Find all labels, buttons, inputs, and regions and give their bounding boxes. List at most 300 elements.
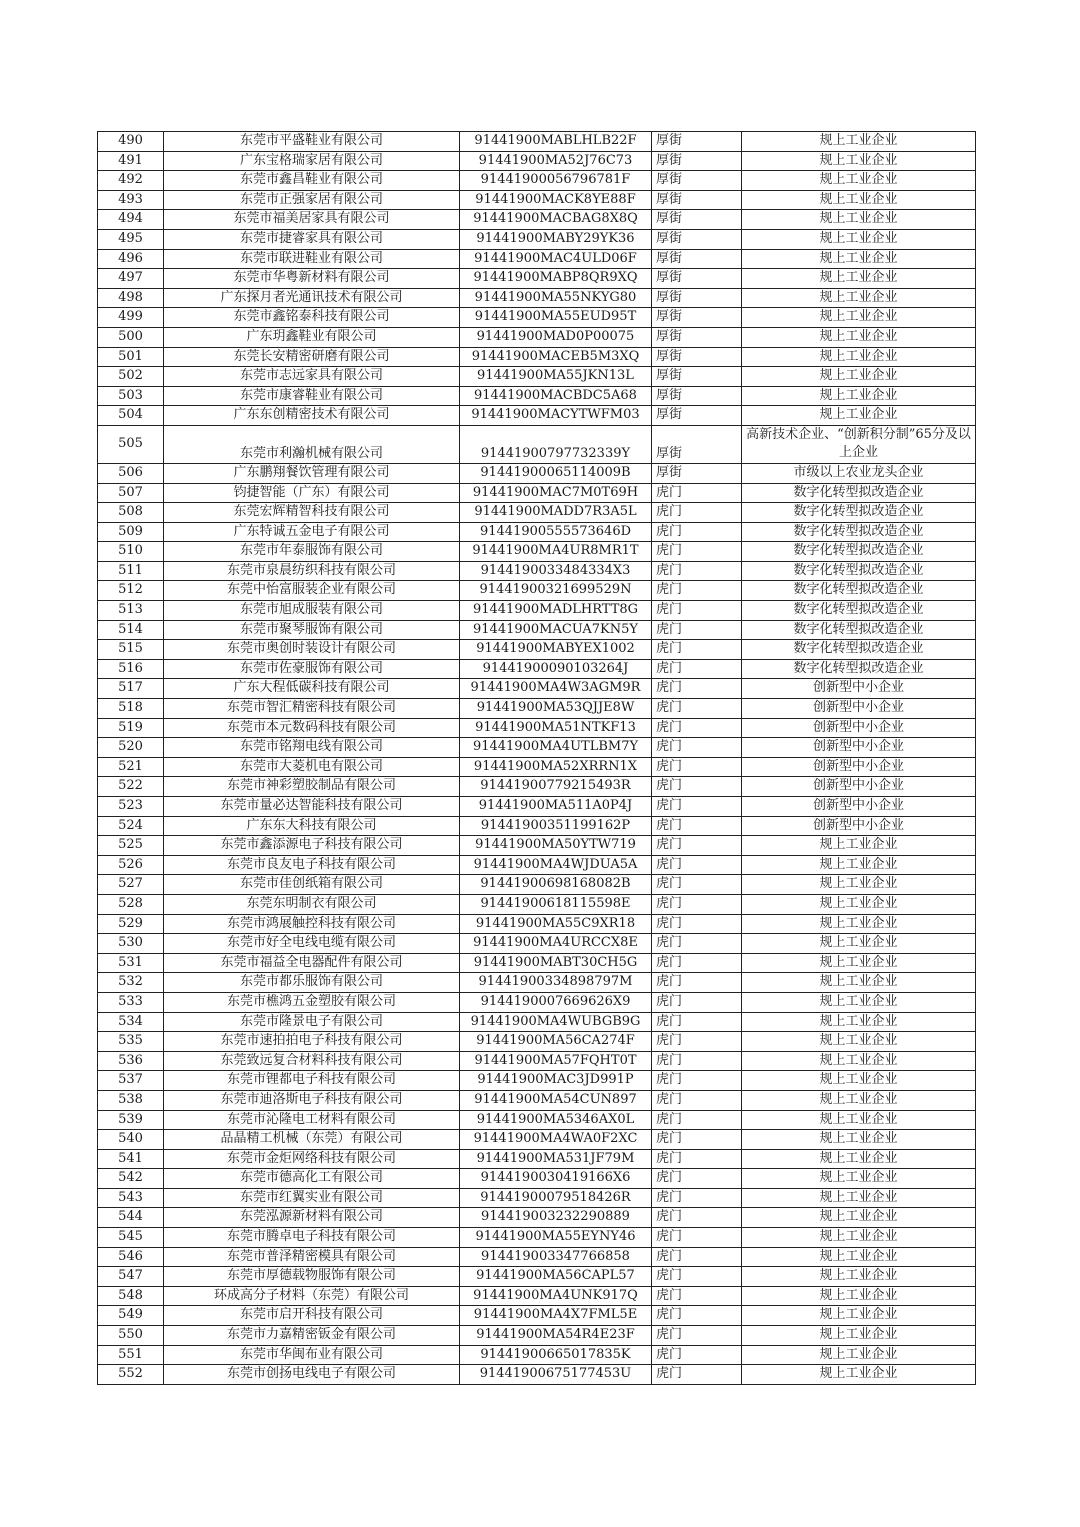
enterprise-category: 规上工业企业 [742,269,976,289]
company-name: 东莞市锂都电子科技有限公司 [164,1071,460,1091]
enterprise-category: 创新型中小企业 [742,816,976,836]
row-number: 497 [98,269,164,289]
row-number: 496 [98,249,164,269]
enterprise-category: 规上工业企业 [742,1326,976,1346]
company-name: 东莞市正强家居有限公司 [164,190,460,210]
district-name: 虎门 [652,620,742,640]
company-name: 东莞市红翼实业有限公司 [164,1188,460,1208]
table-row [98,1090,976,1110]
company-name: 东莞长安精密研磨有限公司 [164,347,460,367]
enterprise-category: 数字化转型拟改造企业 [742,522,976,542]
company-name: 东莞市联进鞋业有限公司 [164,249,460,269]
credit-code: 91441900MA4X7FML5E [460,1306,652,1326]
company-name: 东莞市华粤新材料有限公司 [164,269,460,289]
table-row [98,738,976,758]
district-name: 虎门 [652,738,742,758]
enterprise-category: 规上工业企业 [742,914,976,934]
enterprise-category: 规上工业企业 [742,1228,976,1248]
enterprise-category: 规上工业企业 [742,327,976,347]
table-row [98,1208,976,1228]
company-name: 广东大程低碳科技有限公司 [164,679,460,699]
row-number: 552 [98,1365,164,1385]
enterprise-category: 规上工业企业 [742,386,976,406]
company-name: 东莞市华闽布业有限公司 [164,1345,460,1365]
table-row [98,561,976,581]
row-number: 514 [98,620,164,640]
enterprise-category: 规上工业企业 [742,1169,976,1189]
district-name: 虎门 [652,718,742,738]
company-name: 东莞市力嘉精密钣金有限公司 [164,1326,460,1346]
table-row [98,542,976,562]
row-number: 533 [98,992,164,1012]
table-row [98,992,976,1012]
credit-code: 91441900MA52J76C73 [460,151,652,171]
district-name: 虎门 [652,894,742,914]
enterprise-category: 规上工业企业 [742,1110,976,1130]
district-name: 虎门 [652,992,742,1012]
enterprise-category: 规上工业企业 [742,1051,976,1071]
district-name: 虎门 [652,1188,742,1208]
company-name: 东莞市迪洛斯电子科技有限公司 [164,1090,460,1110]
credit-code: 91441900MA55NKYG80 [460,288,652,308]
company-name: 东莞市启开科技有限公司 [164,1306,460,1326]
credit-code: 91441900MA4UR8MR1T [460,542,652,562]
table-row [98,463,976,483]
enterprise-category: 市级以上农业龙头企业 [742,463,976,483]
enterprise-category: 规上工业企业 [742,1032,976,1052]
enterprise-category: 规上工业企业 [742,1130,976,1150]
table-row [98,210,976,230]
district-name: 厚街 [652,425,742,463]
row-number: 539 [98,1110,164,1130]
company-name: 东莞市良友电子科技有限公司 [164,855,460,875]
row-number: 524 [98,816,164,836]
row-number: 495 [98,229,164,249]
row-number: 551 [98,1345,164,1365]
row-number: 509 [98,522,164,542]
enterprise-category: 创新型中小企业 [742,777,976,797]
enterprise-category: 规上工业企业 [742,171,976,191]
row-number: 538 [98,1090,164,1110]
credit-code: 91441900MABYEX1002 [460,640,652,660]
credit-code: 91441900MAC4ULD06F [460,249,652,269]
credit-code: 91441900MABP8QR9XQ [460,269,652,289]
table-row [98,1051,976,1071]
district-name: 厚街 [652,229,742,249]
company-name: 东莞市佳创纸箱有限公司 [164,875,460,895]
row-number: 513 [98,601,164,621]
row-number: 511 [98,561,164,581]
row-number: 518 [98,699,164,719]
table-row [98,1130,976,1150]
company-name: 东莞市创扬电线电子有限公司 [164,1365,460,1385]
row-number: 540 [98,1130,164,1150]
table-row [98,503,976,523]
credit-code: 91441900MA55C9XR18 [460,914,652,934]
row-number: 490 [98,132,164,152]
district-name: 虎门 [652,973,742,993]
enterprise-category: 规上工业企业 [742,1267,976,1287]
enterprise-category: 规上工业企业 [742,1247,976,1267]
company-name: 东莞市福益全电器配件有限公司 [164,953,460,973]
district-name: 虎门 [652,1267,742,1287]
company-name: 东莞市量必达智能科技有限公司 [164,797,460,817]
district-name: 厚街 [652,171,742,191]
company-name: 东莞市普泽精密模具有限公司 [164,1247,460,1267]
credit-code: 91441900MABY29YK36 [460,229,652,249]
row-number: 541 [98,1149,164,1169]
district-name: 厚街 [652,210,742,230]
district-name: 虎门 [652,1012,742,1032]
enterprise-category: 规上工业企业 [742,855,976,875]
credit-code: 91441900334898797M [460,973,652,993]
enterprise-category: 规上工业企业 [742,406,976,426]
table-row [98,1345,976,1365]
company-name: 环成高分子材料（东莞）有限公司 [164,1286,460,1306]
row-number: 542 [98,1169,164,1189]
district-name: 虎门 [652,1247,742,1267]
row-number: 492 [98,171,164,191]
row-number: 550 [98,1326,164,1346]
row-number: 547 [98,1267,164,1287]
district-name: 虎门 [652,855,742,875]
company-name: 东莞市沁隆电工材料有限公司 [164,1110,460,1130]
row-number: 507 [98,483,164,503]
company-name: 东莞东明制衣有限公司 [164,894,460,914]
credit-code: 91441900MA511A0P4J [460,797,652,817]
table-row [98,875,976,895]
district-name: 虎门 [652,542,742,562]
row-number: 529 [98,914,164,934]
table-row [98,836,976,856]
table-row [98,757,976,777]
district-name: 虎门 [652,561,742,581]
table-row [98,171,976,191]
table-row [98,934,976,954]
enterprise-category: 数字化转型拟改造企业 [742,503,976,523]
table-row [98,640,976,660]
company-name: 东莞中怡富服装企业有限公司 [164,581,460,601]
enterprise-category: 数字化转型拟改造企业 [742,561,976,581]
district-name: 虎门 [652,1051,742,1071]
enterprise-category: 数字化转型拟改造企业 [742,640,976,660]
credit-code: 91441900MA55JKN13L [460,367,652,387]
company-name: 东莞市旭成服装有限公司 [164,601,460,621]
district-name: 虎门 [652,757,742,777]
credit-code: 91441900MA54R4E23F [460,1326,652,1346]
district-name: 虎门 [652,934,742,954]
row-number: 531 [98,953,164,973]
row-number: 506 [98,463,164,483]
credit-code: 91441900MACUA7KN5Y [460,620,652,640]
enterprise-category: 规上工业企业 [742,894,976,914]
company-name: 东莞市康睿鞋业有限公司 [164,386,460,406]
credit-code: 91441900MA5346AX0L [460,1110,652,1130]
credit-code: 91441900MA4URCCX8E [460,934,652,954]
company-name: 东莞市佐豪服饰有限公司 [164,659,460,679]
row-number: 544 [98,1208,164,1228]
row-number: 522 [98,777,164,797]
district-name: 虎门 [652,1326,742,1346]
enterprise-category: 规上工业企业 [742,288,976,308]
enterprise-category: 数字化转型拟改造企业 [742,601,976,621]
enterprise-category: 规上工业企业 [742,953,976,973]
credit-code: 91441900MACBDC5A68 [460,386,652,406]
table-row [98,797,976,817]
credit-code: 91441900MAC7M0T69H [460,483,652,503]
district-name: 虎门 [652,816,742,836]
table-row [98,425,976,463]
row-number: 532 [98,973,164,993]
credit-code: 91441900090103264J [460,659,652,679]
company-name: 广东特诚五金电子有限公司 [164,522,460,542]
row-number: 512 [98,581,164,601]
table-row [98,288,976,308]
row-number: 491 [98,151,164,171]
row-number: 521 [98,757,164,777]
district-name: 虎门 [652,875,742,895]
row-number: 528 [98,894,164,914]
credit-code: 91441900MA4UNK917Q [460,1286,652,1306]
enterprise-category: 规上工业企业 [742,1188,976,1208]
credit-code: 91441900MA53QJJE8W [460,699,652,719]
table-row [98,406,976,426]
row-number: 534 [98,1012,164,1032]
company-name: 东莞泓源新材料有限公司 [164,1208,460,1228]
row-number: 543 [98,1188,164,1208]
table-row [98,1032,976,1052]
district-name: 虎门 [652,1110,742,1130]
table-row [98,659,976,679]
credit-code: 91441900065114009B [460,463,652,483]
table-row [98,522,976,542]
table-row [98,1149,976,1169]
row-number: 548 [98,1286,164,1306]
company-name: 东莞市平盛鞋业有限公司 [164,132,460,152]
table-body [98,132,976,1385]
district-name: 虎门 [652,503,742,523]
enterprise-category: 数字化转型拟改造企业 [742,483,976,503]
row-number: 525 [98,836,164,856]
company-name: 东莞市隆景电子有限公司 [164,1012,460,1032]
row-number: 515 [98,640,164,660]
credit-code: 91441900MA4WA0F2XC [460,1130,652,1150]
enterprise-category: 规上工业企业 [742,1306,976,1326]
enterprise-category: 规上工业企业 [742,1365,976,1385]
district-name: 厚街 [652,308,742,328]
table-row [98,132,976,152]
credit-code: 91441900MACEB5M3XQ [460,347,652,367]
credit-code: 91441900MA4WUBGB9G [460,1012,652,1032]
enterprise-category: 规上工业企业 [742,210,976,230]
district-name: 厚街 [652,406,742,426]
company-name: 东莞市利瀚机械有限公司 [164,425,460,463]
district-name: 虎门 [652,914,742,934]
company-name: 东莞市福美居家具有限公司 [164,210,460,230]
credit-code: 91441900MACBAG8X8Q [460,210,652,230]
table-row [98,308,976,328]
table-row [98,953,976,973]
table-row [98,190,976,210]
enterprise-category: 数字化转型拟改造企业 [742,542,976,562]
enterprise-category: 创新型中小企业 [742,738,976,758]
credit-code: 9144190033484334X3 [460,561,652,581]
company-name: 东莞致远复合材料科技有限公司 [164,1051,460,1071]
company-name: 广东东大科技有限公司 [164,816,460,836]
enterprise-category: 高新技术企业、“创新积分制”65分及以上企业 [742,425,976,463]
table-row [98,973,976,993]
enterprise-category: 规上工业企业 [742,1149,976,1169]
row-number: 537 [98,1071,164,1091]
company-name: 东莞市鑫昌鞋业有限公司 [164,171,460,191]
company-name: 东莞市奥创时装设计有限公司 [164,640,460,660]
credit-code: 91441900056796781F [460,171,652,191]
district-name: 厚街 [652,347,742,367]
credit-code: 91441900MA55EYNY46 [460,1228,652,1248]
district-name: 虎门 [652,1071,742,1091]
row-number: 527 [98,875,164,895]
table-row [98,1110,976,1130]
credit-code: 91441900MABLHLB22F [460,132,652,152]
credit-code: 9144190030419166X6 [460,1169,652,1189]
district-name: 虎门 [652,953,742,973]
table-row [98,894,976,914]
enterprise-category: 规上工业企业 [742,308,976,328]
credit-code: 91441900698168082B [460,875,652,895]
district-name: 虎门 [652,640,742,660]
row-number: 545 [98,1228,164,1248]
row-number: 499 [98,308,164,328]
company-name: 东莞市鑫铭泰科技有限公司 [164,308,460,328]
company-name: 东莞市德高化工有限公司 [164,1169,460,1189]
company-name: 东莞市铭翔电线有限公司 [164,738,460,758]
enterprise-category: 规上工业企业 [742,1208,976,1228]
enterprise-category: 创新型中小企业 [742,679,976,699]
row-number: 500 [98,327,164,347]
enterprise-category: 规上工业企业 [742,934,976,954]
table-row [98,1228,976,1248]
table-row [98,620,976,640]
row-number: 516 [98,659,164,679]
district-name: 虎门 [652,679,742,699]
row-number: 526 [98,855,164,875]
company-name: 东莞市年泰服饰有限公司 [164,542,460,562]
table-row [98,1365,976,1385]
district-name: 厚街 [652,132,742,152]
district-name: 厚街 [652,327,742,347]
row-number: 520 [98,738,164,758]
company-name: 东莞市腾卓电子科技有限公司 [164,1228,460,1248]
credit-code: 91441900079518426R [460,1188,652,1208]
row-number: 523 [98,797,164,817]
credit-code: 91441900MA55EUD95T [460,308,652,328]
district-name: 虎门 [652,601,742,621]
enterprise-category: 规上工业企业 [742,1012,976,1032]
credit-code: 91441900555573646D [460,522,652,542]
row-number: 494 [98,210,164,230]
enterprise-category: 数字化转型拟改造企业 [742,620,976,640]
table-row [98,1012,976,1032]
credit-code: 91441900MA4W3AGM9R [460,679,652,699]
credit-code: 91441900MA50YTW719 [460,836,652,856]
row-number: 505 [98,425,164,463]
enterprise-category: 规上工业企业 [742,151,976,171]
district-name: 虎门 [652,483,742,503]
enterprise-category: 规上工业企业 [742,229,976,249]
table-row [98,1286,976,1306]
table-row [98,1169,976,1189]
enterprise-category: 数字化转型拟改造企业 [742,659,976,679]
table-row [98,581,976,601]
district-name: 虎门 [652,699,742,719]
district-name: 虎门 [652,1345,742,1365]
credit-code: 91441900665017835K [460,1345,652,1365]
company-name: 东莞市厚德载物服饰有限公司 [164,1267,460,1287]
company-name: 钧捷智能（广东）有限公司 [164,483,460,503]
district-name: 虎门 [652,1286,742,1306]
district-name: 厚街 [652,249,742,269]
table-row [98,229,976,249]
company-name: 广东玥鑫鞋业有限公司 [164,327,460,347]
table-row [98,269,976,289]
enterprise-category: 规上工业企业 [742,836,976,856]
credit-code: 91441900321699529N [460,581,652,601]
credit-code: 91441900MACK8YE88F [460,190,652,210]
company-name: 东莞市樵鸿五金塑胶有限公司 [164,992,460,1012]
district-name: 虎门 [652,836,742,856]
credit-code: 91441900MA56CAPL57 [460,1267,652,1287]
credit-code: 91441900MAC3JD991P [460,1071,652,1091]
company-name: 东莞市鸿展触控科技有限公司 [164,914,460,934]
district-name: 厚街 [652,288,742,308]
district-name: 厚街 [652,386,742,406]
district-name: 虎门 [652,1032,742,1052]
district-name: 虎门 [652,659,742,679]
company-name: 东莞市志远家具有限公司 [164,367,460,387]
enterprise-category: 创新型中小企业 [742,757,976,777]
table-row [98,249,976,269]
company-name: 广东宝格瑞家居有限公司 [164,151,460,171]
company-name: 东莞市速拍拍电子科技有限公司 [164,1032,460,1052]
enterprise-category: 创新型中小企业 [742,699,976,719]
table-row [98,855,976,875]
company-name: 东莞宏辉精智科技有限公司 [164,503,460,523]
table-row [98,777,976,797]
table-row [98,679,976,699]
enterprise-category: 规上工业企业 [742,973,976,993]
table-row [98,699,976,719]
district-name: 虎门 [652,1208,742,1228]
company-name: 东莞市好全电线电缆有限公司 [164,934,460,954]
company-name: 东莞市聚琴服饰有限公司 [164,620,460,640]
credit-code: 91441900MA4WJDUA5A [460,855,652,875]
company-name: 东莞市鑫添源电子科技有限公司 [164,836,460,856]
credit-code: 91441900MADLHRTT8G [460,601,652,621]
row-number: 493 [98,190,164,210]
table-row [98,483,976,503]
table-row [98,347,976,367]
district-name: 厚街 [652,151,742,171]
credit-code: 91441900351199162P [460,816,652,836]
table-row [98,718,976,738]
row-number: 535 [98,1032,164,1052]
district-name: 虎门 [652,1149,742,1169]
enterprise-category: 规上工业企业 [742,347,976,367]
table-row [98,1071,976,1091]
company-name: 广东鹏翔餐饮管理有限公司 [164,463,460,483]
table-row [98,367,976,387]
company-name: 东莞市大菱机电有限公司 [164,757,460,777]
